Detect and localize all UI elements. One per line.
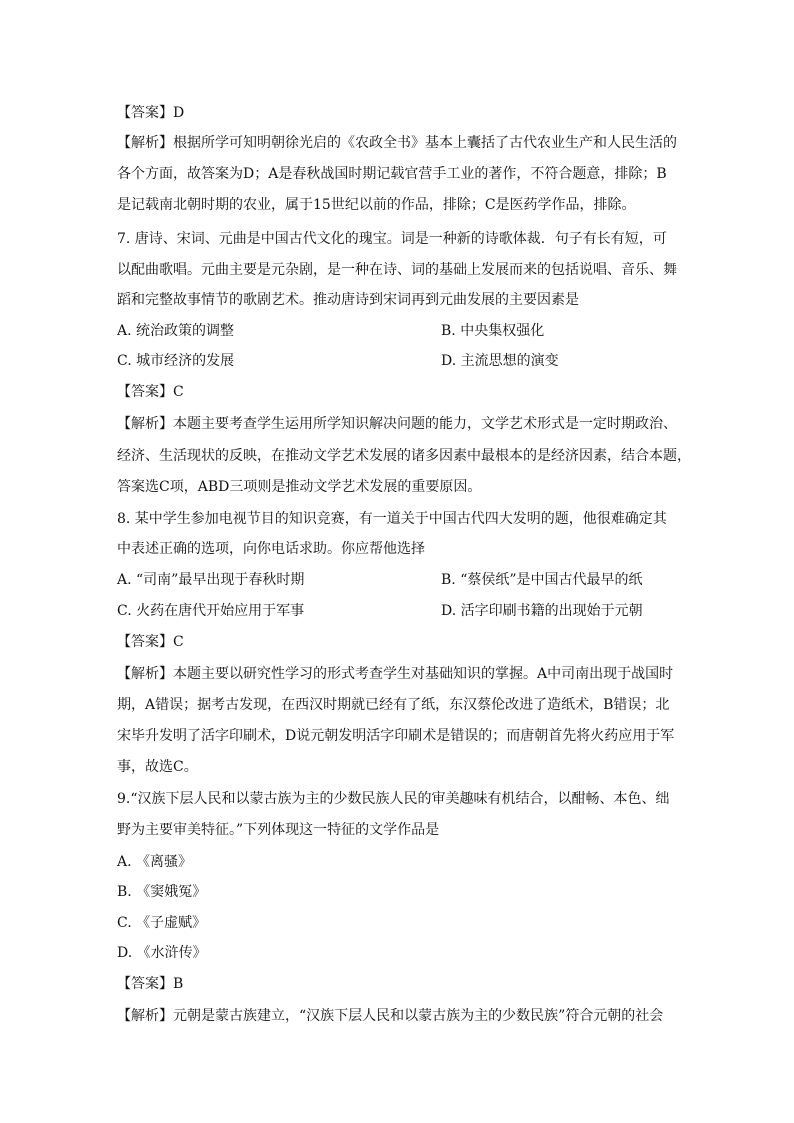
option-d: D. 主流思想的演变 — [441, 353, 559, 369]
analysis-text: 是记载南北朝时期的农业，属于15世纪以前的作品，排除；C是医药学作品，排除。 — [117, 197, 636, 213]
analysis-text: 【解析】元朝是蒙古族建立，“汉族下层人民和以蒙古族为主的少数民族”符合元朝的社会 — [117, 1008, 664, 1024]
option-b: B. 中央集权强化 — [441, 323, 545, 339]
analysis-text: 答案选C项，ABD三项则是推动文学艺术发展的重要原因。 — [117, 479, 482, 495]
analysis-text: 【解析】根据所学可知明朝徐光启的《农政全书》基本上囊括了古代农业生产和人民生活的 — [117, 135, 677, 151]
analysis-text: 各个方面，故答案为D；A是春秋战国时期记载官营手工业的著作，不符合题意，排除；B — [117, 166, 667, 182]
analysis-text: 期，A错误；据考古发现，在西汉时期就已经有了纸，东汉蔡伦改进了造纸术，B错误；北 — [117, 697, 670, 713]
option-c: C. 火药在唐代开始应用于军事 — [117, 603, 305, 619]
question-8-text: 中表述正确的选项，向你电话求助。你应帮他选择 — [117, 541, 425, 557]
question-8-text: 8. 某中学生参加电视节目的知识竞赛，有一道关于中国古代四大发明的题，他很难确定其 — [117, 511, 667, 527]
option-a: A. 统治政策的调整 — [117, 323, 235, 339]
option-d: D. 《水浒传》 — [117, 945, 207, 961]
option-a: A. 《离骚》 — [117, 854, 193, 870]
question-9-text: 9.“汉族下层人民和以蒙古族为主的少数民族人民的审美趣味有机结合，以酣畅、本色、绌 — [117, 791, 670, 807]
question-7-text: 7. 唐诗、宋词、元曲是中国古代文化的瑰宝。词是一种新的诗歌体裁．句子有长有短，可 — [117, 231, 667, 247]
analysis-text: 宋毕升发明了活字印刷术，D说元朝发明活字印刷术是错误的；而唐朝首先将火药应用于军 — [117, 728, 675, 744]
question-9-text: 野为主要审美特征。”下列体现这一特征的文学作品是 — [117, 822, 440, 838]
answer-label: 【答案】C — [117, 634, 184, 650]
answer-label: 【答案】C — [117, 384, 184, 400]
question-7-text: 蹈和完整故事情节的歌剧艺术。推动唐诗到宋词再到元曲发展的主要因素是 — [117, 292, 579, 308]
analysis-text: 经济、生活现状的反映，在推动文学艺术发展的诸多因素中最根本的是经济因素，结合本题， — [117, 448, 691, 464]
analysis-text: 【解析】本题主要以研究性学习的形式考查学生对基础知识的掌握。A中司南出现于战国时 — [117, 666, 674, 682]
option-b: B. “蔡侯纸”是中国古代最早的纸 — [441, 572, 643, 588]
answer-label: 【答案】D — [117, 105, 185, 121]
option-a: A. “司南”最早出现于春秋时期 — [117, 572, 305, 588]
option-d: D. 活字印刷书籍的出现始于元朝 — [441, 603, 643, 619]
option-c: C. 《子虚赋》 — [117, 915, 207, 931]
option-c: C. 城市经济的发展 — [117, 353, 235, 369]
option-b: B. 《窦娥冤》 — [117, 884, 207, 900]
answer-label: 【答案】B — [117, 976, 184, 992]
analysis-text: 【解析】本题主要考查学生运用所学知识解决问题的能力，文学艺术形式是一定时期政治、 — [117, 416, 677, 432]
analysis-text: 事，故选C。 — [117, 759, 198, 775]
question-7-text: 以配曲歌唱。元曲主要是元杂剧，是一种在诗、词的基础上发展而来的包括说唱、音乐、舞 — [117, 262, 677, 278]
